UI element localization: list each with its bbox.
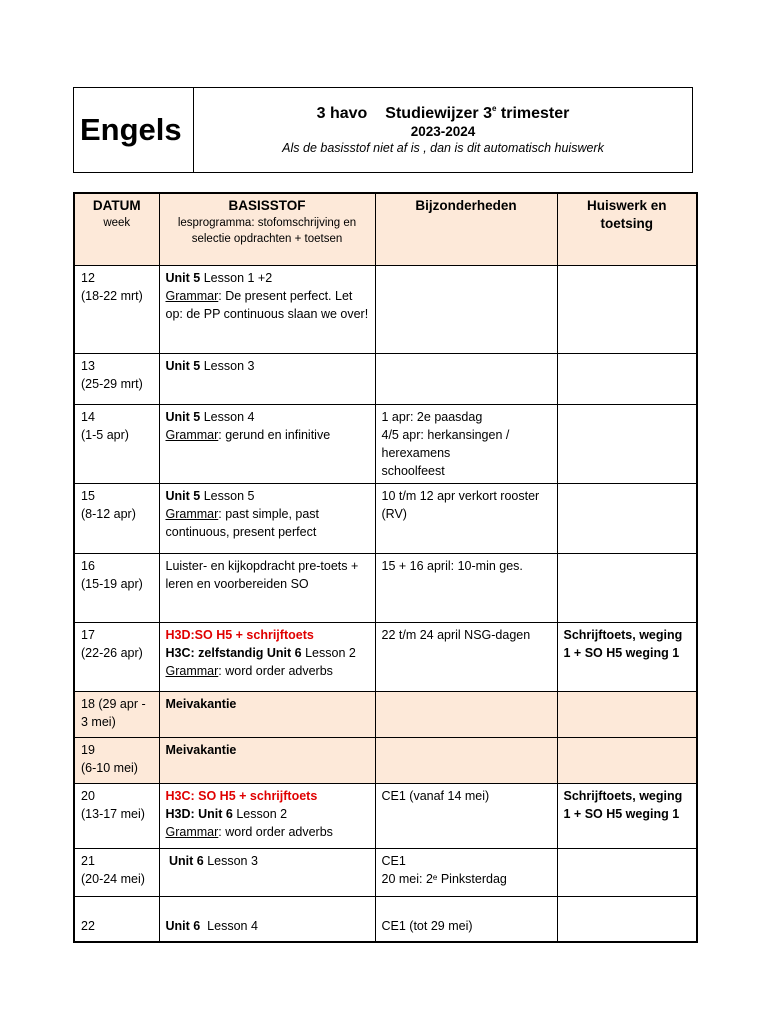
table-header-row [74,193,697,265]
basisstof-cell: Unit 6 Lesson 3 [159,848,375,896]
huiswerk-cell [557,353,697,404]
week-cell: 22 [74,896,159,942]
week-cell: 13 (25-29 mrt) [74,353,159,404]
bijzonderheden-cell [375,691,557,737]
col-header-datum-sub: week [103,217,131,229]
basisstof-cell: Unit 5 Lesson 5 Grammar: past simple, past continuous, present perfect [159,483,375,553]
table-row [74,353,697,404]
bijzonderheden-cell: CE1 20 mei: 2e Pinksterdag [375,848,557,896]
basisstof-cell: Unit 5 Lesson 4 Grammar: gerund en infinitive [159,404,375,483]
basisstof-cell: Unit 5 Lesson 1 +2 Grammar: De present perfect. Let op: de PP continuous slaan we over! [159,265,375,353]
huiswerk-cell [557,553,697,622]
basisstof-cell: H3D:SO H5 + schrijftoets H3C: zelfstandig Unit 6 Lesson 2 Grammar: word order adverbs [159,622,375,691]
table-row [74,691,697,737]
week-cell: 20 (13-17 mei) [74,783,159,848]
huiswerk-cell: Schrijftoets, weging 1 + SO H5 weging 1 [557,622,697,691]
bijzonderheden-cell: 22 t/m 24 april NSG-dagen [375,622,557,691]
table-row [74,265,697,353]
col-header-bijzonderheden: Bijzonderheden [375,193,557,265]
week-cell: 19 (6-10 mei) [74,737,159,783]
bijzonderheden-cell: 1 apr: 2e paasdag 4/5 apr: herkansingen / herexamens schoolfeest [375,404,557,483]
table-row [74,404,697,483]
bijzonderheden-cell: 10 t/m 12 apr verkort rooster (RV) [375,483,557,553]
col-header-datum: DATUM week [74,193,159,265]
class-label: 3 havo [316,105,368,122]
bijzonderheden-cell [375,265,557,353]
bijzonderheden-cell: CE1 (vanaf 14 mei) [375,783,557,848]
huiswerk-cell [557,896,697,942]
huiswerk-cell [557,848,697,896]
week-cell: 15 (8-12 apr) [74,483,159,553]
table-row [74,848,697,896]
subject-cell [74,88,194,172]
header-box [73,87,693,173]
homework-note: Als de basisstof niet af is , dan is dit automatisch huiswerk [282,141,604,155]
week-cell: 18 (29 apr - 3 mei) [74,691,159,737]
col-header-basisstof-sub: lesprogramma: stofomschrijving en selectie opdrachten + toetsen [177,217,357,245]
title-main: Studiewijzer 3 [385,105,492,122]
huiswerk-cell [557,404,697,483]
col-header-huiswerk: Huiswerk en toetsing [557,193,697,265]
bijzonderheden-cell: 15 + 16 april: 10-min ges. [375,553,557,622]
title-tail: trimester [496,105,570,122]
table-row [74,553,697,622]
schedule-table [73,192,698,943]
huiswerk-cell: Schrijftoets, weging 1 + SO H5 weging 1 [557,783,697,848]
school-year: 2023-2024 [410,124,476,139]
basisstof-cell: H3C: SO H5 + schrijftoets H3D: Unit 6 Lesson 2 Grammar: word order adverbs [159,783,375,848]
basisstof-cell: Meivakantie [159,691,375,737]
week-cell: 14 (1-5 apr) [74,404,159,483]
basisstof-cell: Luister- en kijkopdracht pre-toets + leren en voorbereiden SO [159,553,375,622]
huiswerk-cell [557,737,697,783]
week-cell: 17 (22-26 apr) [74,622,159,691]
bijzonderheden-cell [375,737,557,783]
bijzonderheden-cell [375,353,557,404]
huiswerk-cell [557,483,697,553]
week-cell: 21 (20-24 mei) [74,848,159,896]
bijzonderheden-cell: CE1 (tot 29 mei) [375,896,557,942]
huiswerk-cell [557,691,697,737]
title-line [194,105,692,123]
week-cell: 16 (15-19 apr) [74,553,159,622]
week-cell: 12 (18-22 mrt) [74,265,159,353]
col-header-basisstof: BASISSTOF lesprogramma: stofomschrijving en selectie opdrachten + toetsen [159,193,375,265]
table-row [74,622,697,691]
table-row [74,483,697,553]
table-row [74,737,697,783]
table-row [74,896,697,942]
title-sup: e [492,104,497,113]
basisstof-cell: Meivakantie [159,737,375,783]
basisstof-cell: Unit 6 Lesson 4 [159,896,375,942]
huiswerk-cell [557,265,697,353]
basisstof-cell: Unit 5 Lesson 3 [159,353,375,404]
header-info [194,88,692,172]
subject-title: Engels [80,112,182,147]
table-row [74,783,697,848]
